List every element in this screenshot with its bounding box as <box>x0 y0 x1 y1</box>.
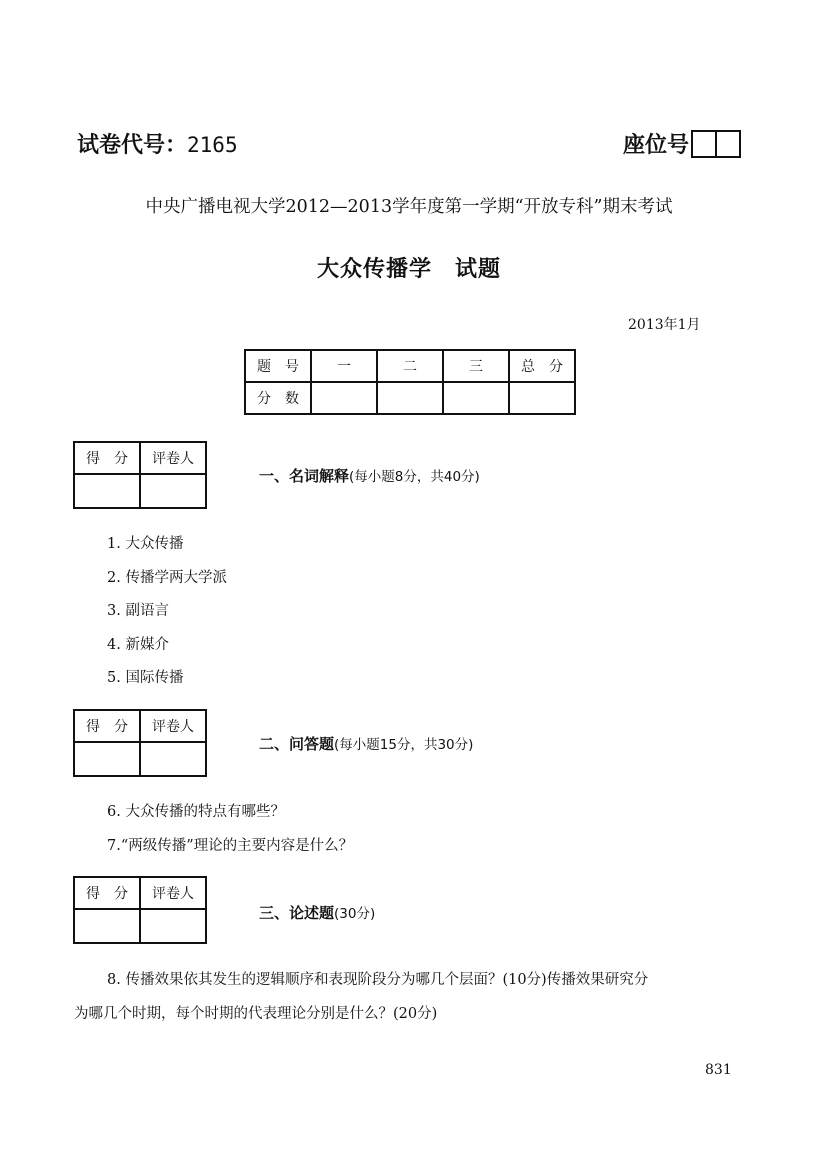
grader-box-2 <box>73 709 207 777</box>
list-item: 2. 传播学两大学派 <box>107 570 227 586</box>
grader-score-cell <box>74 742 140 776</box>
list-item: 3. 副语言 <box>107 603 169 619</box>
score-table <box>244 349 576 415</box>
grader-score-label: 得 分 <box>74 442 140 474</box>
list-item: 7.“两级传播”理论的主要内容是什么？ <box>107 838 354 854</box>
exam-title: 大众传播学 试题 <box>316 257 501 282</box>
section-1-heading: 一、名词解释 <box>259 467 350 485</box>
list-item: 为哪几个时期，每个时期的代表理论分别是什么？(20分) <box>74 1006 438 1022</box>
score-cell <box>377 382 443 414</box>
list-item: 1. 大众传播 <box>107 536 184 552</box>
section-2-points: (每小题15分，共30分) <box>334 737 474 753</box>
grader-name-cell <box>140 474 206 508</box>
exam-code-label: 试卷代号： <box>77 133 188 158</box>
score-table-score-label: 分 数 <box>245 382 311 414</box>
section-2-heading: 二、问答题 <box>259 735 335 753</box>
grader-score-label: 得 分 <box>74 710 140 742</box>
section-3-title <box>259 902 375 923</box>
score-table-col-2: 二 <box>377 350 443 382</box>
grader-name-label: 评卷人 <box>140 877 206 909</box>
exam-header: 中央广播电视大学2012—2013学年度第一学期“开放专科”期末考试 <box>145 197 673 217</box>
section-2-title <box>259 733 473 754</box>
seat-number-label: 座位号 <box>623 133 690 158</box>
score-cell <box>443 382 509 414</box>
seat-number <box>623 128 741 159</box>
grader-name-label: 评卷人 <box>140 442 206 474</box>
list-item: 5. 国际传播 <box>107 670 184 686</box>
page-number: 831 <box>705 1062 732 1078</box>
grader-name-label: 评卷人 <box>140 710 206 742</box>
grader-name-cell <box>140 909 206 943</box>
score-table-header-row <box>245 350 575 382</box>
score-table-col-total: 总 分 <box>509 350 575 382</box>
section-3-heading: 三、论述题 <box>259 904 335 922</box>
grader-box-3 <box>73 876 207 944</box>
list-item: 6. 大众传播的特点有哪些？ <box>107 804 285 820</box>
section-3-points: (30分) <box>334 906 376 922</box>
grader-score-label: 得 分 <box>74 877 140 909</box>
list-item: 4. 新媒介 <box>107 637 169 653</box>
score-cell <box>311 382 377 414</box>
seat-number-boxes <box>691 130 741 158</box>
score-table-col-1: 一 <box>311 350 377 382</box>
score-table-score-row <box>245 382 575 414</box>
score-table-row-label: 题 号 <box>245 350 311 382</box>
exam-code-number: 2165 <box>187 133 238 157</box>
grader-score-cell <box>74 909 140 943</box>
score-cell <box>509 382 575 414</box>
list-item: 8. 传播效果依其发生的逻辑顺序和表现阶段分为哪几个层面？(10分)传播效果研究分 <box>107 972 649 988</box>
exam-date: 2013年1月 <box>628 317 701 333</box>
score-table-col-3: 三 <box>443 350 509 382</box>
section-1-points: (每小题8分，共40分) <box>349 469 480 485</box>
grader-name-cell <box>140 742 206 776</box>
exam-code <box>77 128 238 159</box>
grader-score-cell <box>74 474 140 508</box>
section-1-title <box>259 465 480 486</box>
grader-box-1 <box>73 441 207 509</box>
